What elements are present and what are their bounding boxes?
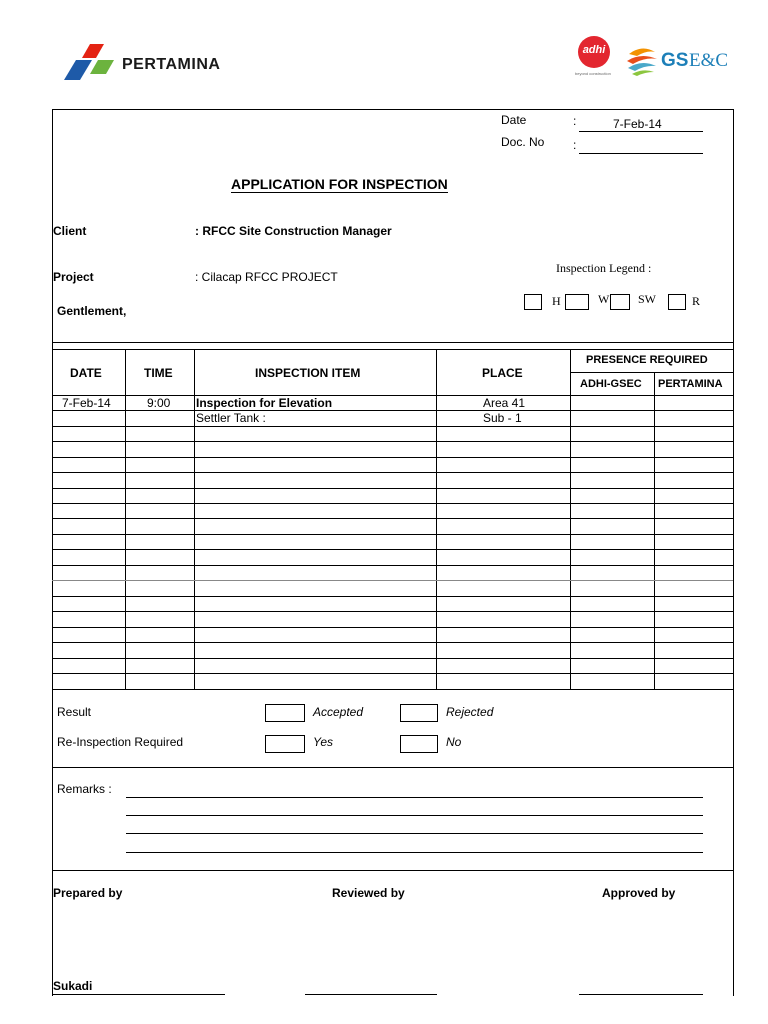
row-line: [52, 488, 733, 489]
ec-logo-text: E&C: [689, 50, 729, 71]
row-line: [52, 673, 733, 674]
legend-sw-label: SW: [638, 292, 656, 306]
legend-h-label: H: [552, 294, 561, 308]
form-frame: [52, 109, 734, 996]
reinspection-label: Re-Inspection Required: [57, 735, 184, 749]
col-line-4: [570, 349, 571, 689]
prepared-signature-line[interactable]: [52, 994, 225, 995]
docno-underline: [579, 153, 703, 154]
gs-logo-text: GS: [661, 50, 689, 71]
table-bottom-line: [52, 689, 733, 690]
client-label: Client: [53, 224, 87, 238]
row-line: [52, 565, 733, 566]
row-line: [52, 611, 733, 612]
row-line: [52, 534, 733, 535]
row-line: [52, 658, 733, 659]
docno-colon: :: [573, 138, 577, 152]
yes-checkbox[interactable]: [265, 735, 305, 753]
result-label: Result: [57, 705, 92, 719]
legend-w-label: W: [598, 292, 610, 306]
date-underline: [579, 131, 703, 132]
date-colon: :: [573, 114, 577, 128]
pertamina-logo-icon: [62, 42, 114, 82]
legend-r-label: R: [692, 294, 701, 308]
greeting: Gentlement,: [57, 304, 127, 318]
row-line: [52, 518, 733, 519]
accepted-checkbox[interactable]: [265, 704, 305, 722]
table-header-top: [52, 349, 733, 350]
col-line-3: [436, 349, 437, 689]
pertamina-logo: [62, 42, 234, 82]
remarks-line-4[interactable]: [126, 852, 703, 853]
date-label: Date: [501, 113, 527, 127]
row-line: [52, 549, 733, 550]
table-top-line: [52, 342, 733, 343]
presence-subheader-line: [570, 372, 733, 373]
no-checkbox[interactable]: [400, 735, 438, 753]
prepared-by-name: Sukadi: [53, 979, 93, 993]
date-value[interactable]: 7-Feb-14: [613, 117, 662, 131]
project-label: Project: [53, 270, 94, 284]
row-line: [52, 503, 733, 504]
adhi-logo-circle: [578, 36, 610, 68]
no-label: No: [446, 735, 462, 749]
row-line: [52, 627, 733, 628]
row2-item[interactable]: Settler Tank :: [196, 411, 266, 425]
row1-time[interactable]: 9:00: [147, 396, 171, 410]
row1-item[interactable]: Inspection for Elevation: [196, 396, 333, 410]
row-line: [52, 472, 733, 473]
col-header-pertamina: PERTAMINA: [658, 378, 723, 390]
remarks-bottom-line: [52, 870, 733, 871]
legend-w-checkbox[interactable]: [565, 294, 589, 310]
approved-by-label: Approved by: [602, 886, 676, 900]
col-header-place: PLACE: [482, 366, 523, 380]
gs-ec-logo: [625, 44, 735, 78]
row-line: [52, 441, 733, 442]
result-bottom-line: [52, 767, 733, 768]
project-value: : Cilacap RFCC PROJECT: [195, 270, 338, 284]
row1-place[interactable]: Area 41: [483, 396, 526, 410]
docno-label: Doc. No: [501, 135, 545, 149]
row-line: [52, 642, 733, 643]
col-header-time: TIME: [144, 366, 173, 380]
rejected-label: Rejected: [446, 705, 494, 719]
row2-place[interactable]: Sub - 1: [483, 411, 522, 425]
remarks-line-3[interactable]: [126, 833, 703, 834]
remarks-line-2[interactable]: [126, 815, 703, 816]
adhi-logo-text: adhi: [582, 44, 606, 56]
legend-title: Inspection Legend :: [556, 261, 652, 275]
row-line: [52, 410, 733, 411]
row-line: [52, 426, 733, 427]
approved-signature-line[interactable]: [579, 994, 703, 995]
legend-sw-checkbox[interactable]: [610, 294, 630, 310]
form-title: APPLICATION FOR INSPECTION: [231, 176, 448, 192]
row-line: [52, 457, 733, 458]
client-value: : RFCC Site Construction Manager: [195, 224, 392, 238]
col-line-1: [125, 349, 126, 689]
yes-label: Yes: [313, 735, 334, 749]
legend-h-checkbox[interactable]: [524, 294, 542, 310]
row-line: [52, 580, 733, 581]
prepared-by-label: Prepared by: [53, 886, 123, 900]
legend-r-checkbox[interactable]: [668, 294, 686, 310]
col-header-presence: PRESENCE REQUIRED: [586, 354, 708, 366]
col-header-item: INSPECTION ITEM: [255, 366, 361, 380]
col-line-2: [194, 349, 195, 689]
rejected-checkbox[interactable]: [400, 704, 438, 722]
pertamina-logo-text: PERTAMINA: [122, 56, 221, 73]
reviewed-by-label: Reviewed by: [332, 886, 405, 900]
adhi-tagline: beyond construction: [575, 71, 611, 76]
remarks-label: Remarks :: [57, 782, 112, 796]
col-header-adhi: ADHI-GSEC: [580, 378, 642, 390]
adhi-logo: [575, 36, 615, 80]
remarks-line-1[interactable]: [126, 797, 703, 798]
row1-date[interactable]: 7-Feb-14: [62, 396, 111, 410]
row-line: [52, 596, 733, 597]
reviewed-signature-line[interactable]: [305, 994, 437, 995]
gs-ec-logo-icon: [625, 44, 659, 78]
accepted-label: Accepted: [313, 705, 364, 719]
col-header-date: DATE: [70, 366, 102, 380]
